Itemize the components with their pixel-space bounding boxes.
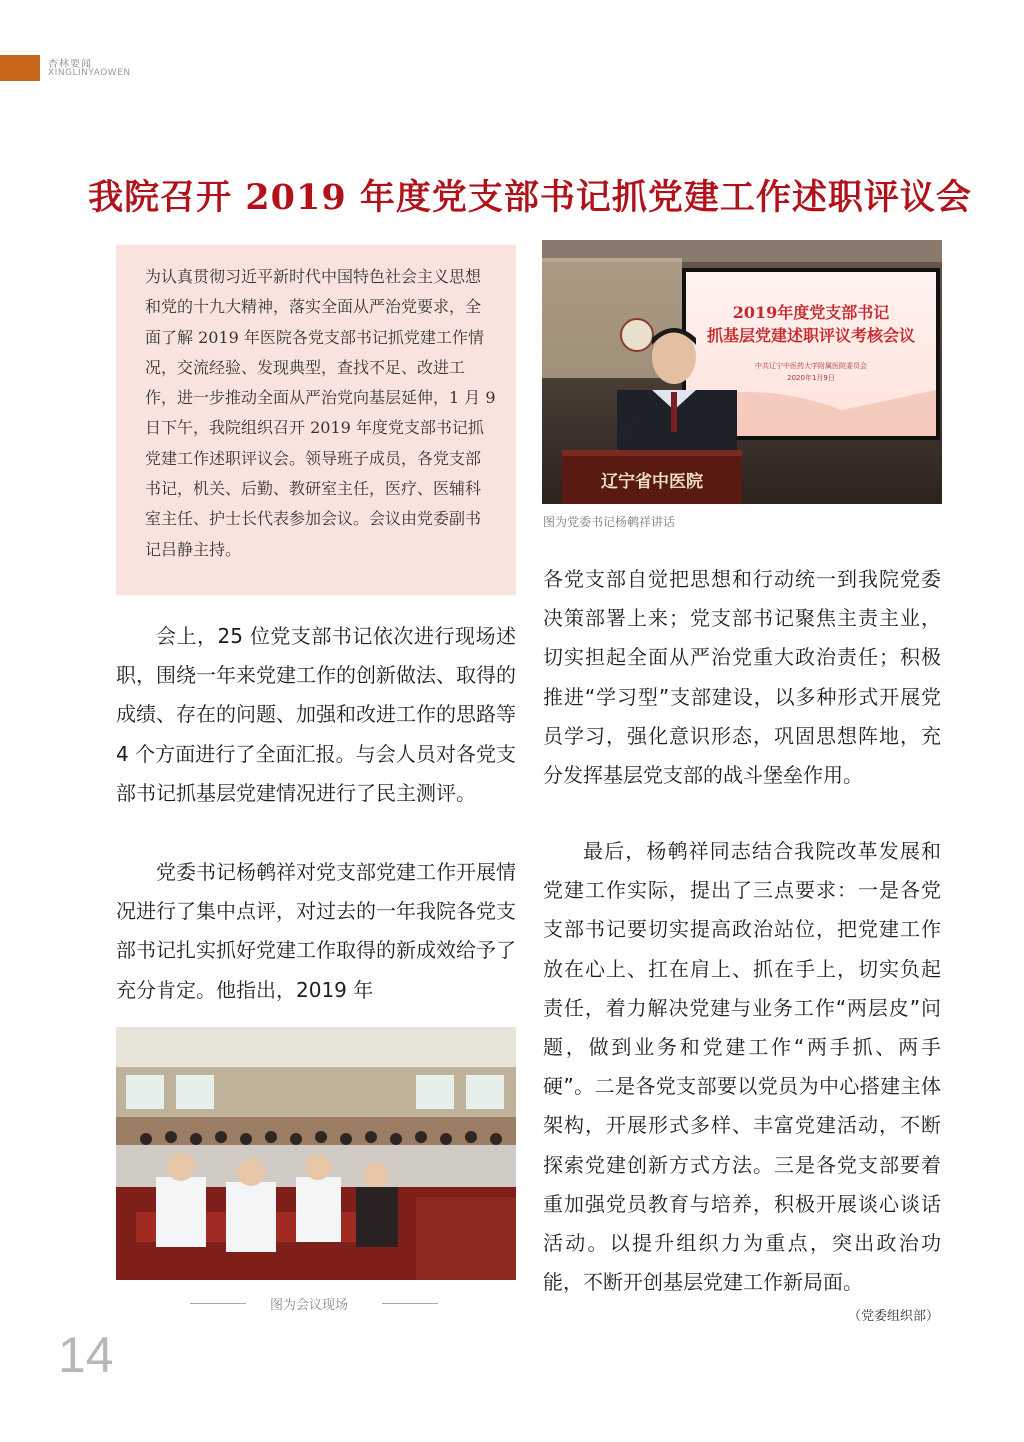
caption-speaker: 图为党委书记杨鹌祥讲话: [543, 515, 676, 529]
body-paragraph-2: 党委书记杨鹌祥对党支部党建工作开展情况进行了集中点评，对过去的一年我院各党支部书记扎实抓好党建工作取得的新成效给予了充分肯定。他指出，2019 年: [116, 860, 516, 1002]
meeting-hall-illustration: [116, 1027, 516, 1280]
intro-box: 为认真贯彻习近平新时代中国特色社会主义思想和党的十九大精神，落实全面从严治党要求，全面了解 2019 年医院各党支部书记抓党建工作情况，交流经验、发现典型，查找不足、改进工作，进一步推动全面从严治党向基层延伸，1 月 9 日下午，我院组织召开 2019 年度党支部书记抓党建工作述职评议会。领导班子成员，各党支部书记，机关、后勤、教研室主任，医疗、医辅科室主任、护士长代表参加会议。会议由党委副书记吕静主持。: [116, 245, 516, 595]
screen-org: 中共辽宁中医药大学附属医院委员会: [755, 362, 867, 370]
section-name-en: XINGLINYAOWEN: [48, 68, 131, 78]
author-signature: （党委组织部）: [848, 1309, 940, 1324]
article-title: 我院召开 2019 年度党支部书记抓党建工作述职评议会: [88, 177, 972, 218]
screen-date: 2020年1月9日: [787, 374, 835, 382]
body-paragraph-4: 最后，杨鹌祥同志结合我院改革发展和党建工作实际，提出了三点要求：一是各党支部书记要切实提高政治站位，把党建工作放在心上、扛在肩上、抓在手上，切实负起责任，着力解决党建与业务工作“两层皮”问题，做到业务和党建工作“两手抓、两手硬”。二是各党支部要以党员为中心搭建主体架构，开展形式多样、丰富党建活动，不断探索党建创新方式方法。三是各党支部要着重加强党员教育与培养，积极开展谈心谈话活动。以提升组织力为重点，突出政治功能，不断开创基层党建工作新局面。: [543, 839, 941, 1295]
lectern-sign: 辽宁省中医院: [601, 472, 703, 492]
photo-meeting-hall: [116, 1027, 516, 1280]
photo-speaker: [542, 240, 942, 504]
body-paragraph-3: 各党支部自觉把思想和行动统一到我院党委决策部署上来；党支部书记聚焦主责主业，切实担起全面从严治党重大政治责任；积极推进“学习型”支部建设，以多种形式开展党员学习，强化意识形态，巩固思想阵地，充分发挥基层党支部的战斗堡垒作用。: [543, 567, 941, 788]
page-number: 14: [58, 1327, 114, 1383]
caption-rule-right: [382, 1303, 438, 1304]
section-color-bar: [0, 55, 40, 81]
section-name: 杏林要闻: [48, 59, 92, 70]
caption-meeting: 图为会议现场: [270, 1298, 349, 1313]
screen-title-line2: 抓基层党建述职评议考核会议: [706, 326, 916, 345]
caption-rule-left: [190, 1303, 246, 1304]
screen-title-line1: 2019年度党支部书记: [732, 303, 890, 322]
body-paragraph-1: 会上，25 位党支部书记依次进行现场述职，围绕一年来党建工作的创新做法、取得的成绩、存在的问题、加强和改进工作的思路等 4 个方面进行了全面汇报。与会人员对各党支部书记抓基层党建情况进行了民主测评。: [116, 624, 516, 805]
speaker-photo-illustration: [542, 240, 942, 504]
